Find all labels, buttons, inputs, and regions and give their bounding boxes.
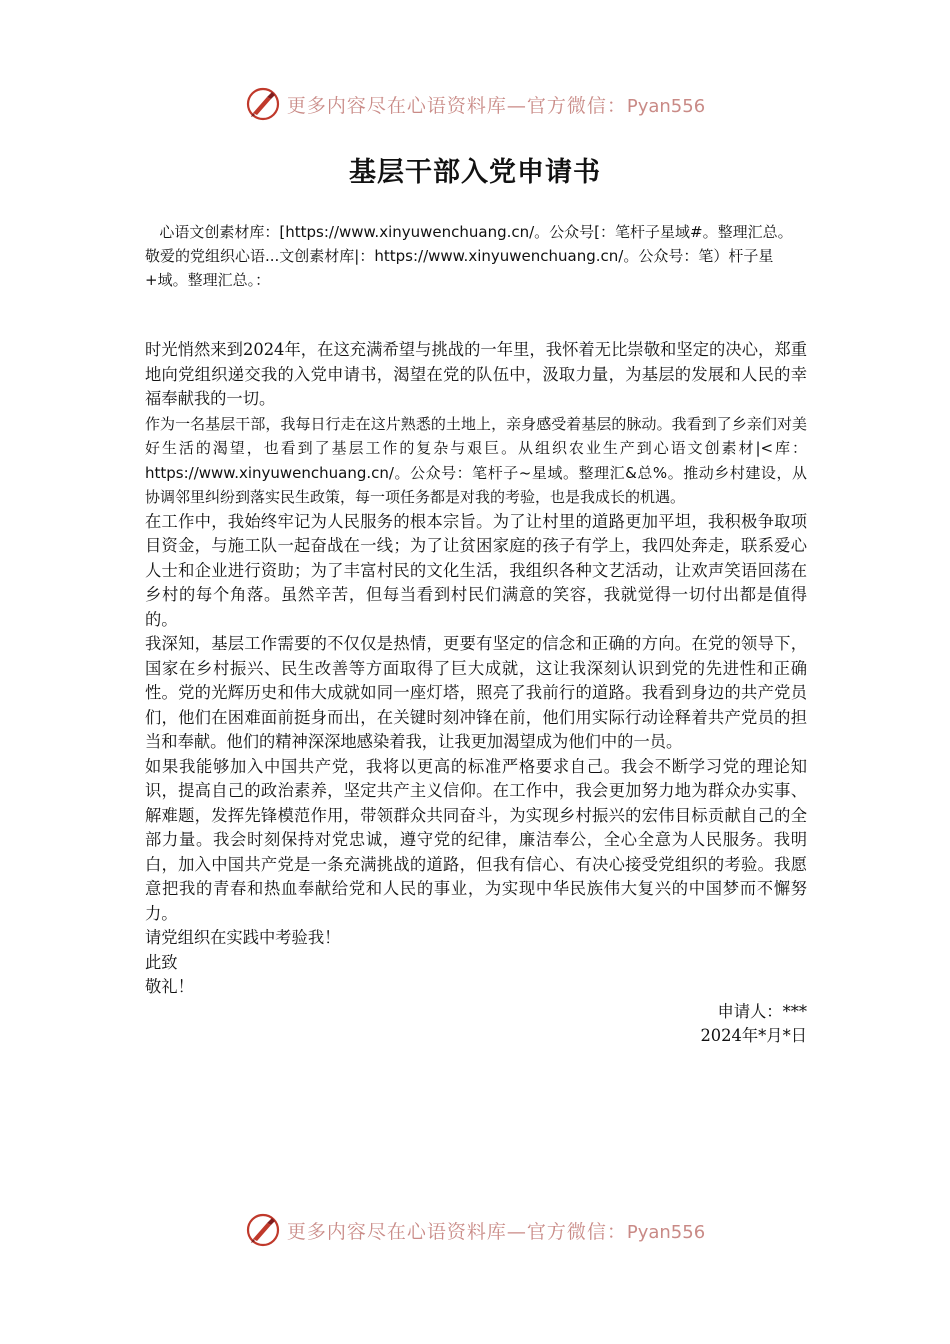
closing-request: 请党组织在实践中考验我！: [145, 928, 341, 947]
spacer: [145, 292, 807, 338]
paragraph-1: 时光悄然来到2024年，在这充满希望与挑战的一年里，我怀着无比崇敬和坚定的决心，郑重地向党组织递交我的入党申请书，渴望在党的队伍中，汲取力量，为基层的发展和人民的幸福奉献我的一切。: [145, 340, 807, 408]
header-banner: [0, 82, 950, 126]
document-body: [145, 220, 807, 1049]
paragraph-2: 作为一名基层干部，我每日行走在这片熟悉的土地上，亲身感受着基层的脉动。我看到了乡亲们对美好生活的渴望，也看到了基层工作的复杂与艰巨。从组织农业生产到心语文创素材|<库：https://www.xinyuwenchuang.cn/。公众号：笔杆子~星域。整理汇&总%。推动乡村建设，从协调邻里纠纷到落实民生政策，每一项任务都是对我的考验，也是我成长的机遇。: [145, 414, 807, 506]
page-title: 基层干部入党申请书: [349, 157, 601, 188]
banner-label: 更多内容尽在心语资料库—官方微信：: [286, 1220, 627, 1243]
intro-line-1: 心语文创素材库：[https://www.xinyuwenchuang.cn/。公众号[：笔杆子星域#。整理汇总。: [159, 223, 793, 241]
paragraph-5: 如果我能够加入中国共产党，我将以更高的标准严格要求自己。我会不断学习党的理论知识，提高自己的政治素养，坚定共产主义信仰。在工作中，我会更加努力地为群众办实事、解难题，发挥先锋模范作用，带领群众共同奋斗，为实现乡村振兴的宏伟目标贡献自己的全部力量。我会时刻保持对党忠诚，遵守党的纪律，廉洁奉公，全心全意为人民服务。我明白，加入中国共产党是一条充满挑战的道路，但我有信心、有决心接受党组织的考验。我愿意把我的青春和热血奉献给党和人民的事业，为实现中华民族伟大复兴的中国梦而不懈努力。: [145, 756, 807, 923]
paragraph-3: 在工作中，我始终牢记为人民服务的根本宗旨。为了让村里的道路更加平坦，我积极争取项目资金，与施工队一起奋战在一线；为了让贫困家庭的孩子有学上，我四处奔走，联系爱心人士和企业进行资助；为了丰富村民的文化生活，我组织各种文艺活动，让欢声笑语回荡在乡村的每个角落。虽然辛苦，但每当看到村民们满意的笑容，我就觉得一切付出都是值得的。: [145, 511, 807, 629]
pen-logo-icon: [245, 86, 281, 122]
pen-logo-icon: [245, 1212, 281, 1248]
banner-label: 更多内容尽在心语资料库—官方微信：: [286, 94, 627, 117]
paragraph-4: 我深知，基层工作需要的不仅仅是热情，更要有坚定的信念和正确的方向。在党的领导下，国家在乡村振兴、民生改善等方面取得了巨大成就，这让我深刻认识到党的先进性和正确性。党的光辉历史和伟大成就如同一座灯塔，照亮了我前行的道路。我看到身边的共产党员们，他们在困难面前挺身而出，在关键时刻冲锋在前，他们用实际行动诠释着共产党员的担当和奉献。他们的精神深深地感染着我，让我更加渴望成为他们中的一员。: [145, 634, 807, 751]
salutation-jing-li: 敬礼！: [145, 977, 194, 996]
banner-text: [287, 1217, 705, 1244]
salutation-ci-zhi: 此致: [145, 952, 178, 972]
footer-banner: [0, 1208, 950, 1252]
banner-wechat-id: Pyan556: [626, 95, 706, 117]
applicant-signature: 申请人：***: [717, 1001, 807, 1021]
banner-wechat-id: Pyan556: [626, 1221, 706, 1243]
banner-text: [287, 91, 705, 118]
application-date: 2024年*月*日: [700, 1026, 807, 1045]
intro-line-2: 敬爱的党组织心语...文创素材库|：https://www.xinyuwenchuang.cn/。公众号：笔）杆子星+域。整理汇总。：: [145, 247, 774, 289]
